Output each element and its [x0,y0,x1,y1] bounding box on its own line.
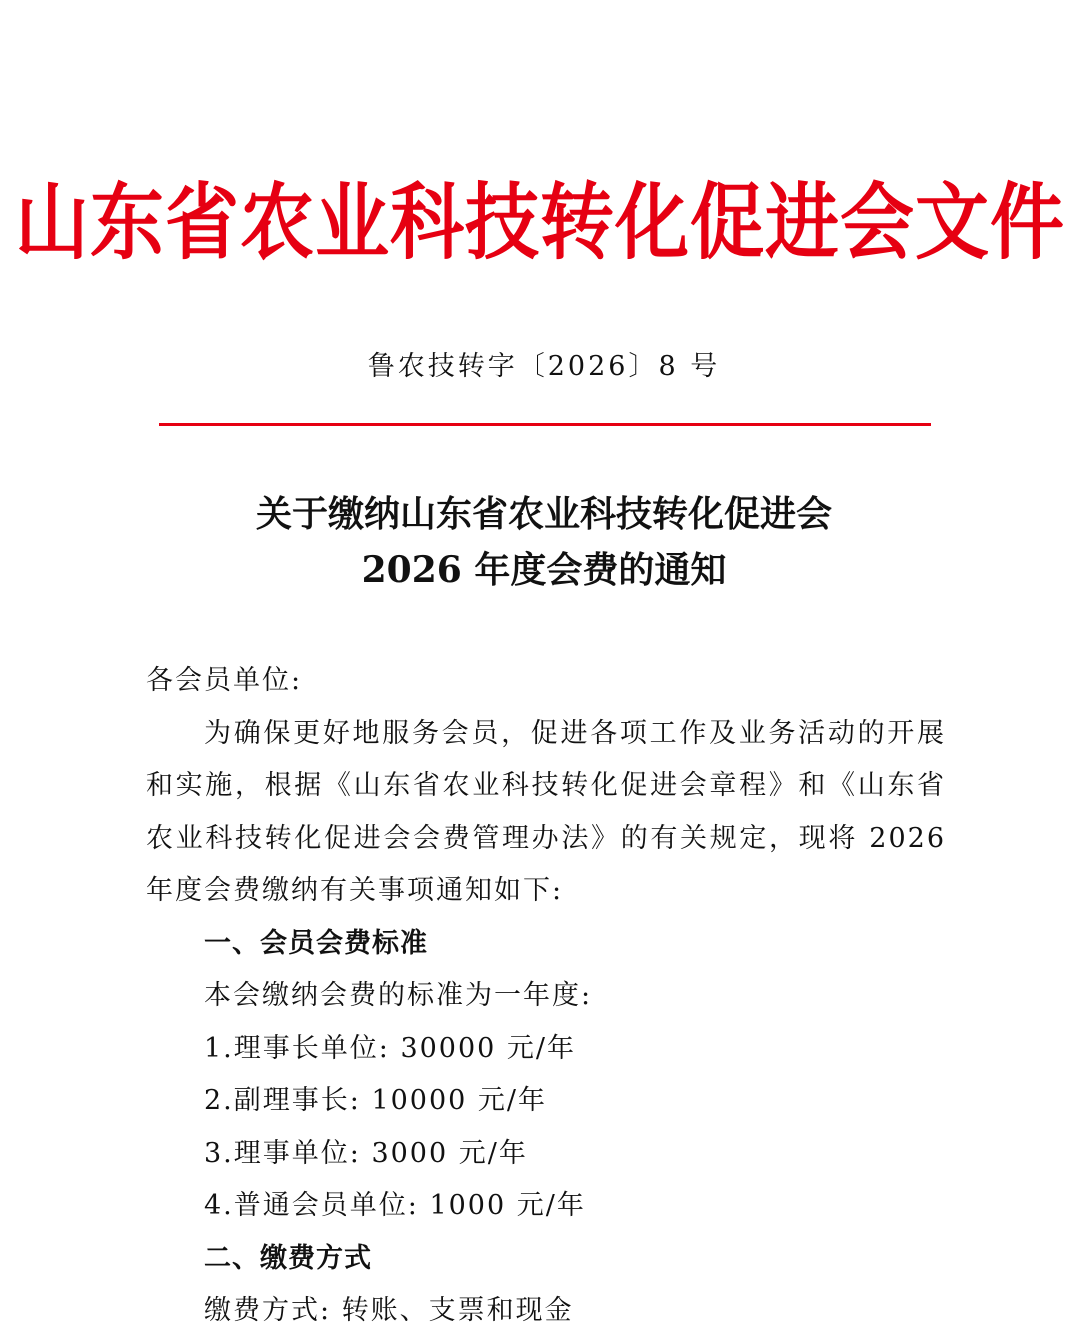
section-heading-payment-method: 二、缴费方式 [204,1242,372,1274]
salutation: 各会员单位: [146,665,303,696]
payment-method-text: 缴费方式: 转账、支票和现金 [204,1295,574,1326]
red-header-title: 山东省农业科技转化促进会文件 [15,174,1065,272]
notice-title [0,486,1080,598]
fee-item: 3.理事单位: 3000 元/年 [204,1137,528,1169]
intro-paragraph: 为确保更好地服务会员，促进各项工作及业务活动的开展和实施，根据《山东省农业科技转化促进会章程》和《山东省农业科技转化促进会会费管理办法》的有关规定，现将 2026 年度会费缴纳有关事项通知如下: [146,717,946,906]
fee-item: 4.普通会员单位: 1000 元/年 [204,1190,586,1221]
red-separator-line [159,423,931,426]
document-number: 鲁农技转字〔2026〕8 号 [367,351,721,382]
fee-standard-lead: 本会缴纳会费的标准为一年度: [204,980,593,1011]
notice-title-line-1: 关于缴纳山东省农业科技转化促进会 [255,493,832,535]
section-heading-fee-standard: 一、会员会费标准 [204,927,428,959]
notice-body [146,655,946,1338]
fee-item: 1.理事长单位: 30000 元/年 [204,1032,577,1064]
fee-item: 2.副理事长: 10000 元/年 [204,1085,548,1116]
notice-title-line-2: 2026 年度会费的通知 [361,549,727,591]
